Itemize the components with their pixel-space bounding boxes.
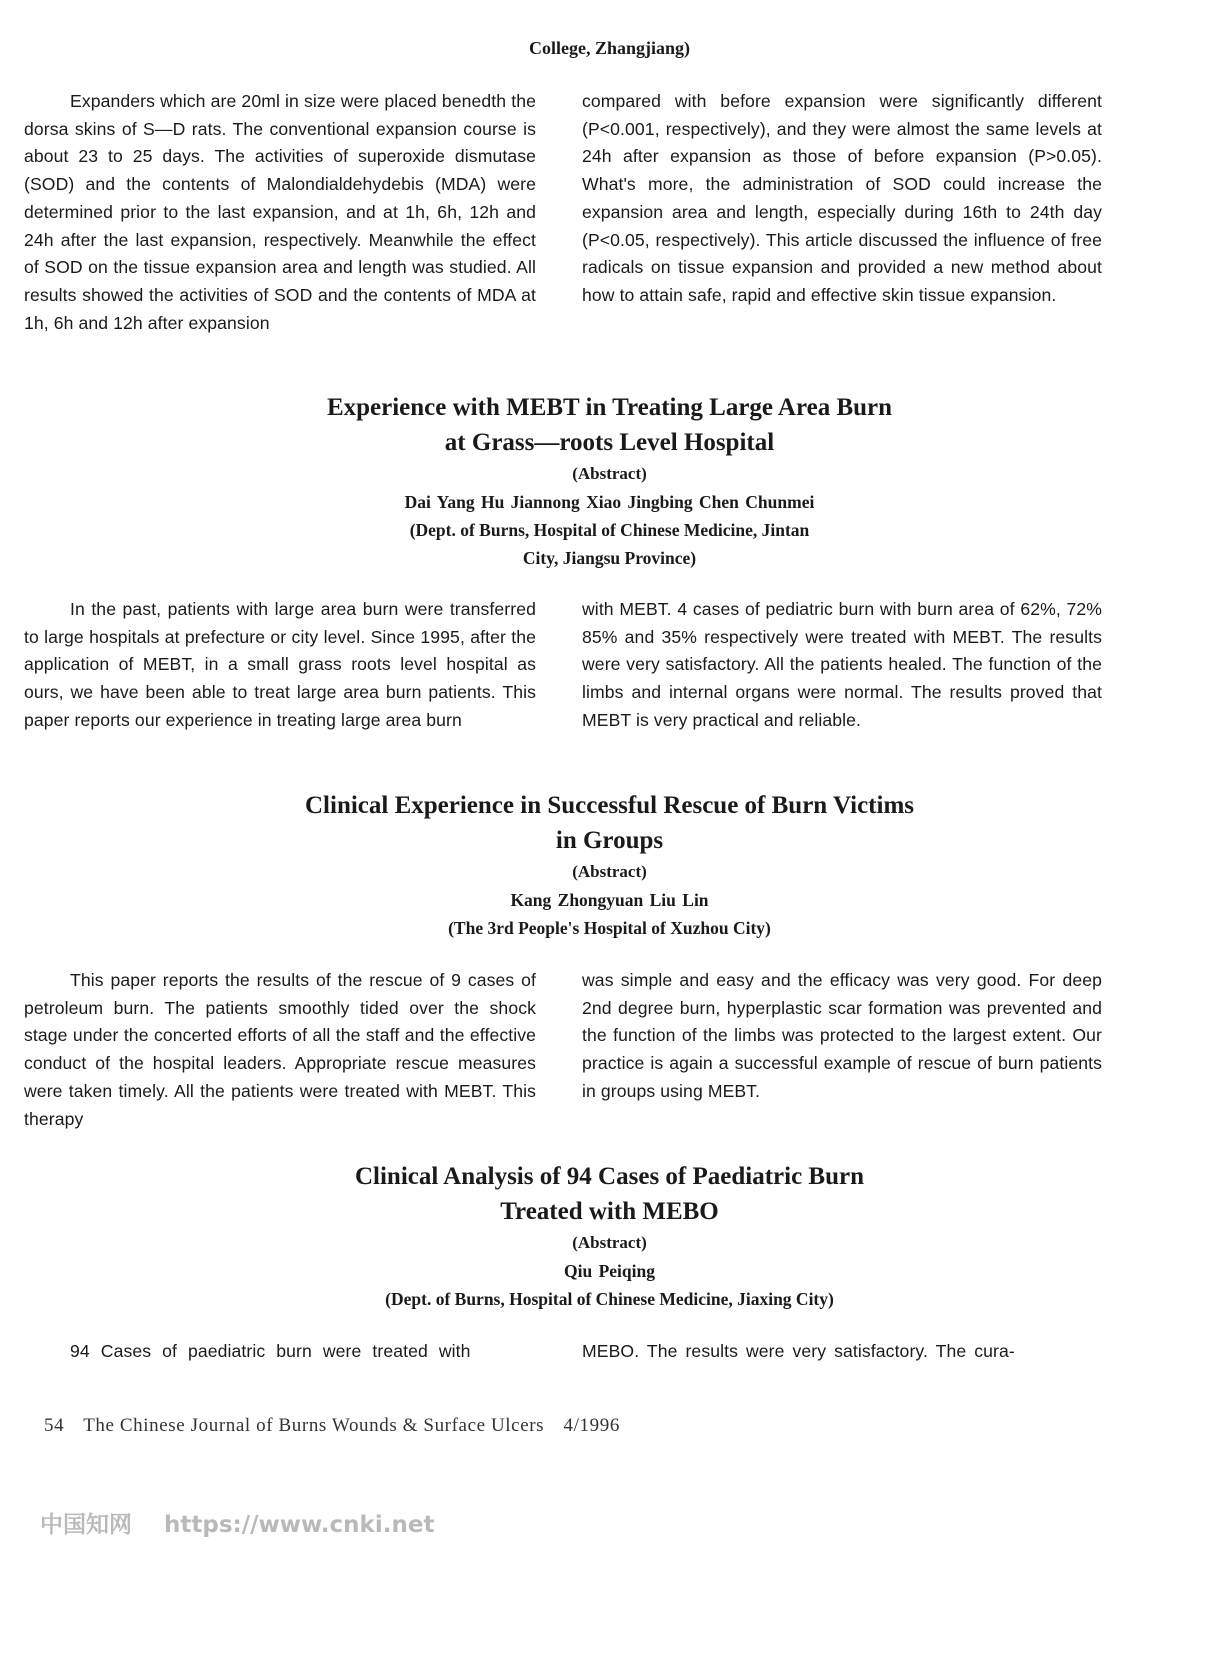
article-title-line: at Grass—roots Level Hospital (444, 429, 775, 456)
paragraph: Expanders which are 20ml in size were placed benedth the dorsa skins of S—D rats. The conventional expansion course is about 23 to 25 days. The activities of superoxide dismutase (SOD) and the contents of Malondialdehydebis (MDA) were determined prior to the last expansion, and at 1h, 6h, 12h and 24h after the last expansion, respectively. Meanwhile the effect of SOD on the tissue expansion area and length was studied. All results showed the activities of SOD and the contents of MDA at 1h, 6h and 12h after expansion (24, 91, 536, 333)
affiliation-line: (Dept. of Burns, Hospital of Chinese Medicine, Jintan (409, 520, 810, 540)
paragraph: with MEBT. 4 cases of pediatric burn with burn area of 62%, 72% 85% and 35% respectively were treated with MEBT. The results were very satisfactory. All the patients healed. The function of the limbs and internal organs were normal. The results proved that MEBT is very practical and reliable. (582, 599, 1102, 730)
body-column-left (24, 967, 536, 1133)
body-column-right (582, 967, 1102, 1106)
author-list: Qiu Peiqing (564, 1261, 655, 1281)
body-column-right (582, 1338, 1102, 1366)
cnki-watermark (40, 1506, 458, 1539)
affiliation-line: (Dept. of Burns, Hospital of Chinese Medicine, Jiaxing City) (385, 1289, 834, 1309)
author-list: Dai Yang Hu Jiannong Xiao Jingbing Chen Chunmei (404, 492, 815, 512)
paragraph: This paper reports the results of the rescue of 9 cases of petroleum burn. The patients smoothly tided over the shock stage under the concerted efforts of all the staff and the effective conduct of the hospital leaders. Appropriate rescue measures were taken timely. All the patients were treated with MEBT. This therapy (24, 970, 536, 1129)
affiliation-line: City, Jiangsu Province) (522, 548, 697, 568)
article-body (24, 967, 1102, 1137)
paragraph: was simple and easy and the efficacy was very good. For deep 2nd degree burn, hyperplastic scar formation was prevented and the function of the limbs was protected to the largest extent. Our practice is again a successful example of rescue of burn patients in groups using MEBT. (582, 970, 1102, 1101)
body-column-left (24, 1338, 536, 1366)
watermark-brand: 中国知网 (40, 1512, 132, 1538)
page-number: 54 (44, 1415, 65, 1436)
article-title-line: Experience with MEBT in Treating Large Area Burn (326, 394, 893, 421)
paragraph: compared with before expansion were significantly different (P<0.001, respectively), and they were almost the same levels at 24h after expansion as those of before expansion (P>0.05). What's more, the administration of SOD could increase the expansion area and length, especially during 16th to 24th day (P<0.05, respectively). This article discussed the influence of free radicals on tissue expansion and provided a new method about how to attain safe, rapid and effective skin tissue expansion. (582, 91, 1102, 305)
journal-name: The Chinese Journal of Burns Wounds & Surface Ulcers (83, 1415, 545, 1436)
article-header (0, 390, 1219, 572)
body-column-left (24, 88, 536, 337)
abstract-label: (Abstract) (572, 1233, 647, 1252)
article-title-line: Clinical Analysis of 94 Cases of Paediatric Burn (354, 1163, 865, 1190)
abstract-label: (Abstract) (572, 464, 647, 483)
paragraph: 94 Cases of paediatric burn were treated with (70, 1341, 471, 1361)
article-title-line: Treated with MEBO (500, 1198, 719, 1225)
page-footer (44, 1415, 634, 1437)
article-title-line: Clinical Experience in Successful Rescue of Burn Victims (305, 792, 914, 819)
article-header (0, 1159, 1219, 1313)
running-head: College, Zhangjiang) (528, 38, 690, 58)
author-list: Kang Zhongyuan Liu Lin (510, 890, 709, 910)
body-column-right (582, 88, 1102, 310)
abstract-label: (Abstract) (572, 862, 647, 881)
affiliation-line: (The 3rd People's Hospital of Xuzhou City) (448, 918, 771, 938)
article-header (0, 788, 1219, 942)
body-column-left (24, 596, 536, 735)
issue-number: 4/1996 (563, 1415, 620, 1436)
previous-abstract-body (24, 88, 1102, 368)
body-column-right (582, 596, 1102, 735)
article-body (24, 596, 1102, 766)
watermark-url[interactable]: https://www.cnki.net (164, 1512, 435, 1538)
article-body (24, 1338, 1102, 1378)
article-title-line: in Groups (555, 827, 664, 854)
paragraph: In the past, patients with large area burn were transferred to large hospitals at prefecture or city level. Since 1995, after the application of MEBT, in a small grass roots level hospital as ours, we have been able to treat large area burn patients. This paper reports our experience in treating large area burn (24, 599, 536, 730)
paragraph: MEBO. The results were very satisfactory. The cura- (582, 1341, 1015, 1361)
